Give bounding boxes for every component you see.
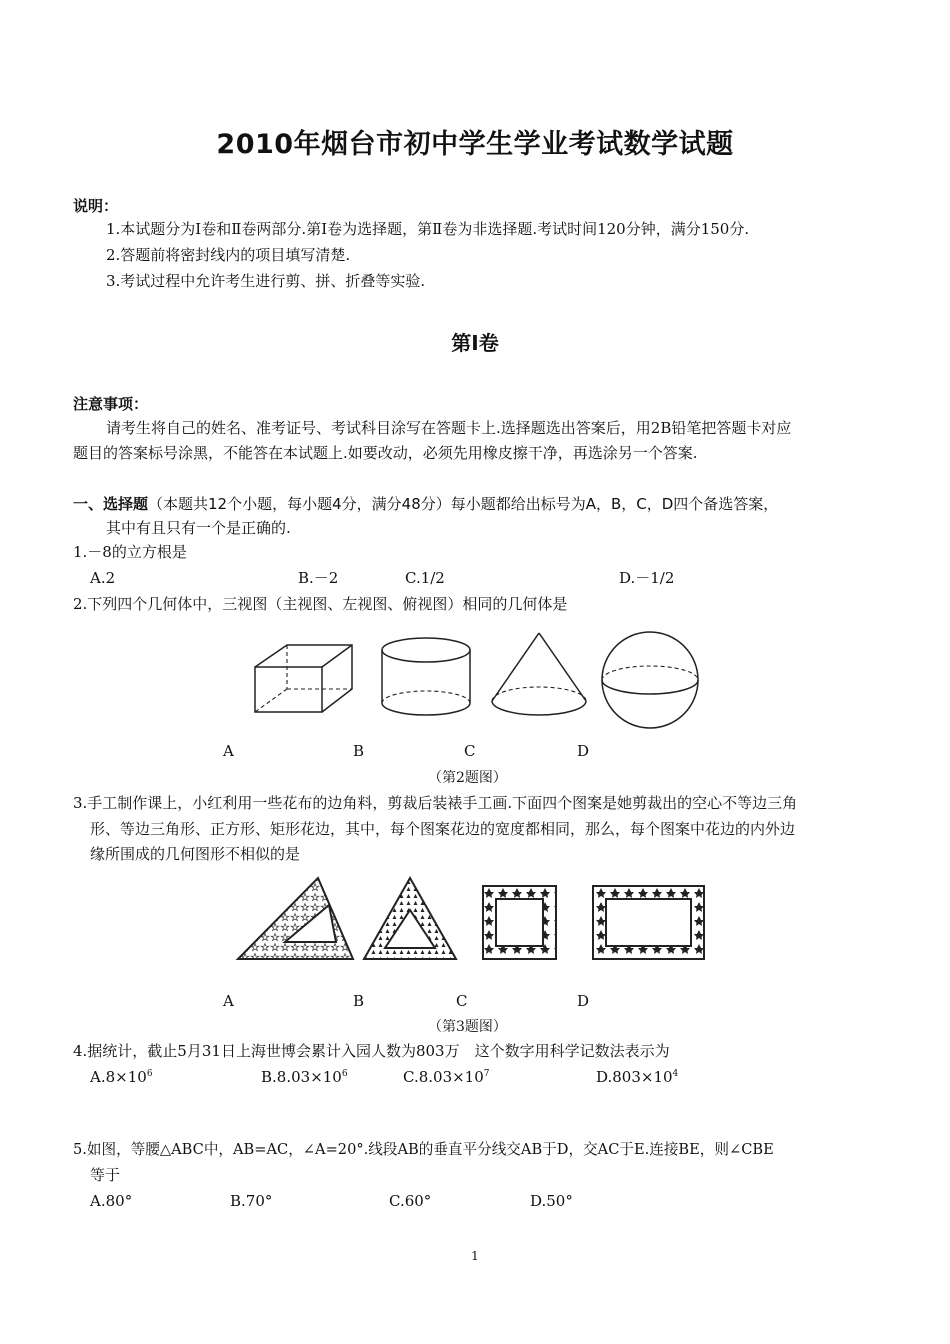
q3-label-a: A [223, 992, 234, 1010]
q5-line: 5.如图，等腰△ABC中，AB=AC，∠A=20°.线段AB的垂直平分线交AB于D，交AC于E.连接BE，则∠CBE [73, 1141, 774, 1158]
rectangle-frame [593, 886, 704, 959]
q4-stem: 4.据统计，截止5月31日上海世博会累计入园人数为803万 这个数字用科学记数法表示为 [73, 1042, 670, 1060]
q2-label-d: D [577, 742, 590, 760]
q2-caption: （第2题图） [428, 770, 507, 786]
q3-caption: （第3题图） [428, 1019, 507, 1035]
part1-head: 一、选择题 [73, 495, 149, 513]
q3-figure [230, 872, 710, 967]
attention-line: 题目的答案标号涂黑，不能答在本试题上.如要改动，必须先用橡皮擦干净，再选涂另一个答案. [73, 444, 698, 462]
q1-option-b: B.－2 [298, 569, 339, 587]
q5-line: 等于 [90, 1166, 121, 1184]
square-frame [483, 886, 556, 959]
page-title: 2010年烟台市初中学生学业考试数学试题 [216, 129, 734, 160]
q1-option-a: A.2 [90, 569, 116, 587]
cone-shape [492, 633, 586, 715]
note-item: 3.考试过程中允许考生进行剪、拼、折叠等实验. [106, 272, 426, 290]
q4-option-a: $A.8\times 10^6$ [90, 1068, 153, 1086]
part1-heading [73, 494, 778, 514]
part1-desc-2: 其中有且只有一个是正确的. [106, 519, 291, 537]
q1-option-c: C.1/2 [405, 569, 445, 587]
cuboid-shape [255, 645, 352, 712]
q3-line: 缘所围成的几何图形不相似的是 [90, 845, 301, 863]
q2-figure [240, 625, 710, 735]
q3-line: 3.手工制作课上，小红利用一些花布的边角料，剪裁后装裱手工画.下面四个图案是她剪裁出的空心不等边三角 [73, 794, 798, 812]
sphere-shape [602, 632, 698, 728]
q3-label-c: C [456, 992, 468, 1010]
q3-label-b: B [353, 992, 365, 1010]
q1-option-d: D.－1/2 [619, 569, 675, 587]
q4-option-c: $C.8.03\times 10^7$ [403, 1068, 490, 1086]
attention-line: 请考生将自己的姓名、准考证号、考试科目涂写在答题卡上.选择题选出答案后，用2B铅笔把答题卡对应 [106, 419, 792, 437]
q2-label-c: C [464, 742, 476, 760]
page-number: 1 [471, 1249, 479, 1263]
q2-stem: 2.下列四个几何体中，三视图（主视图、左视图、俯视图）相同的几何体是 [73, 595, 568, 613]
q2-label-b: B [353, 742, 365, 760]
note-item: 1.本试题分为Ⅰ卷和Ⅱ卷两部分.第Ⅰ卷为选择题，第Ⅱ卷为非选择题.考试时间120分钟，满分150分. [106, 220, 750, 238]
cylinder-shape [382, 638, 470, 715]
q5-option-a: A.80° [90, 1192, 133, 1210]
q5-option-b: B.70° [230, 1192, 273, 1210]
q3-line: 形、等边三角形、正方形、矩形花边，其中，每个图案花边的宽度都相同，那么，每个图案中花边的内外边 [90, 820, 796, 838]
q5-option-c: C.60° [389, 1192, 432, 1210]
q2-label-a: A [223, 742, 234, 760]
scalene-triangle-frame [238, 878, 353, 959]
q4-option-b: $B.8.03\times 10^6$ [261, 1068, 348, 1086]
attention-heading: 注意事项： [73, 395, 149, 413]
q4-option-d: $D.803\times 10^4$ [596, 1068, 679, 1086]
note-item: 2.答题前将密封线内的项目填写清楚. [106, 246, 351, 264]
section-title: 第Ⅰ卷 [451, 331, 499, 355]
part1-desc: （本题共12个小题，每小题4分，满分48分）每小题都给出标号为A，B，C，D四个备选答案， [148, 495, 779, 513]
notes-heading: 说明： [73, 197, 119, 215]
q3-label-d: D [577, 992, 590, 1010]
q5-option-d: D.50° [530, 1192, 573, 1210]
q1-stem: 1.－8的立方根是 [73, 543, 187, 561]
equilateral-triangle-frame [364, 878, 456, 959]
